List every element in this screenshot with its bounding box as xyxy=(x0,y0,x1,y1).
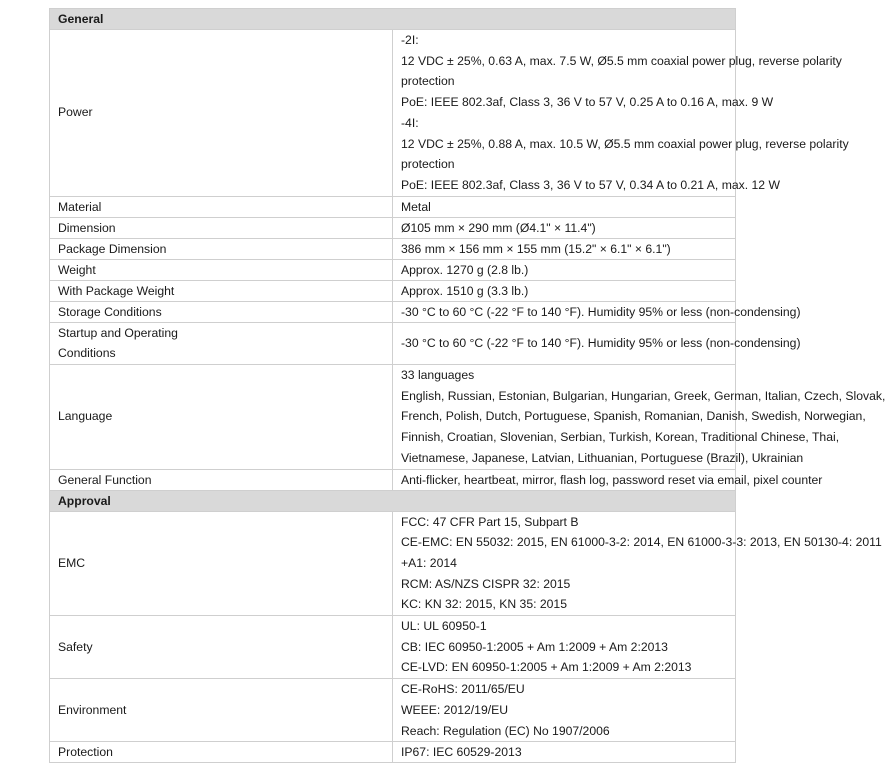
row-value xyxy=(393,742,736,763)
table-row xyxy=(50,679,736,742)
row-value xyxy=(393,217,736,238)
row-label xyxy=(50,301,393,322)
row-value-line: IP67: IEC 60529-2013 xyxy=(401,745,522,760)
row-value-line: -30 °C to 60 °C (-22 °F to 140 °F). Humidity 95% or less (non-condensing) xyxy=(401,335,801,350)
row-label-line: Startup and Operating xyxy=(58,325,178,340)
row-label-text: Environment xyxy=(58,702,127,717)
row-label xyxy=(50,196,393,217)
row-label-text: Safety xyxy=(58,639,93,654)
row-label-line: Conditions xyxy=(58,346,116,361)
row-label xyxy=(50,259,393,280)
row-label-text: General Function xyxy=(58,472,152,487)
row-label-text: Language xyxy=(58,409,113,424)
row-value xyxy=(393,365,885,470)
row-label xyxy=(50,365,393,470)
row-value xyxy=(393,301,801,322)
row-value-line: French, Polish, Dutch, Portuguese, Spanish, Romanian, Danish, Swedish, Norwegian, xyxy=(401,409,866,424)
row-label xyxy=(50,679,393,742)
row-value-line: protection xyxy=(401,157,455,172)
row-value-line: -30 °C to 60 °C (-22 °F to 140 °F). Humidity 95% or less (non-condensing) xyxy=(401,304,801,319)
row-label xyxy=(50,238,393,259)
row-value-line: CE-EMC: EN 55032: 2015, EN 61000-3-2: 2014, EN 61000-3-3: 2013, EN 50130-4: 2011 xyxy=(401,535,882,550)
row-value-line: 33 languages xyxy=(401,368,475,383)
row-value-line: 12 VDC ± 25%, 0.63 A, max. 7.5 W, Ø5.5 mm coaxial power plug, reverse polarity xyxy=(401,53,842,68)
row-value-line: CE-RoHS: 2011/65/EU xyxy=(401,682,525,697)
row-value-line: 386 mm × 156 mm × 155 mm (15.2" × 6.1" × 6.1") xyxy=(401,241,671,256)
row-value xyxy=(393,30,849,197)
row-value xyxy=(393,238,736,259)
table-row xyxy=(50,301,736,322)
row-label xyxy=(50,217,393,238)
table-row xyxy=(50,365,736,470)
row-label xyxy=(50,280,393,301)
row-value-line: Metal xyxy=(401,199,431,214)
table-row xyxy=(50,616,736,679)
table-row xyxy=(50,469,736,490)
row-value xyxy=(393,280,736,301)
row-label-text: Storage Conditions xyxy=(58,304,162,319)
row-label xyxy=(50,469,393,490)
row-label-text: Material xyxy=(58,199,102,214)
row-label-text: With Package Weight xyxy=(58,283,175,298)
row-value xyxy=(393,511,882,616)
spec-table xyxy=(49,8,885,763)
row-value xyxy=(393,679,736,742)
row-value-line: -4I: xyxy=(401,115,419,130)
row-value-line: Anti-flicker, heartbeat, mirror, flash log, password reset via email, pixel counter xyxy=(401,472,823,487)
row-value-line: RCM: AS/NZS CISPR 32: 2015 xyxy=(401,576,571,591)
row-value-line: English, Russian, Estonian, Bulgarian, Hungarian, Greek, German, Italian, Czech, Slovak, xyxy=(401,388,885,403)
row-value-line: WEEE: 2012/19/EU xyxy=(401,702,509,717)
section-title: General xyxy=(50,9,736,30)
section-header-approval xyxy=(50,490,736,511)
row-value-line: 12 VDC ± 25%, 0.88 A, max. 10.5 W, Ø5.5 mm coaxial power plug, reverse polarity xyxy=(401,136,849,151)
row-value-line: CB: IEC 60950-1:2005 + Am 1:2009 + Am 2:2013 xyxy=(401,639,668,654)
row-value xyxy=(393,469,823,490)
row-value-line: Approx. 1270 g (2.8 lb.) xyxy=(401,262,529,277)
row-label-text: Power xyxy=(58,105,93,120)
row-label xyxy=(50,616,393,679)
row-value xyxy=(393,322,801,364)
row-label-text: Dimension xyxy=(58,220,116,235)
row-value-line: Reach: Regulation (EC) No 1907/2006 xyxy=(401,723,610,738)
table-row xyxy=(50,742,736,763)
row-value-line: Ø105 mm × 290 mm (Ø4.1" × 11.4") xyxy=(401,220,596,235)
row-value-line: KC: KN 32: 2015, KN 35: 2015 xyxy=(401,597,567,612)
table-row xyxy=(50,280,736,301)
row-value xyxy=(393,259,736,280)
row-label-text: Protection xyxy=(58,745,113,760)
row-label-text: EMC xyxy=(58,555,86,570)
row-label xyxy=(50,322,393,364)
row-value xyxy=(393,616,736,679)
table-row xyxy=(50,511,736,616)
row-label-text: Weight xyxy=(58,262,96,277)
row-value-line: Vietnamese, Japanese, Latvian, Lithuanian, Portuguese (Brazil), Ukrainian xyxy=(401,450,804,465)
row-label-text: Package Dimension xyxy=(58,241,167,256)
row-label xyxy=(50,511,393,616)
table-row xyxy=(50,196,736,217)
row-value-line: PoE: IEEE 802.3af, Class 3, 36 V to 57 V, 0.25 A to 0.16 A, max. 9 W xyxy=(401,95,774,110)
section-title: Approval xyxy=(50,490,736,511)
row-value-line: Finnish, Croatian, Slovenian, Serbian, Turkish, Korean, Traditional Chinese, Thai, xyxy=(401,430,840,445)
row-value-line: UL: UL 60950-1 xyxy=(401,619,487,634)
table-row xyxy=(50,259,736,280)
row-value-line: Approx. 1510 g (3.3 lb.) xyxy=(401,283,529,298)
row-value-line: PoE: IEEE 802.3af, Class 3, 36 V to 57 V, 0.34 A to 0.21 A, max. 12 W xyxy=(401,177,780,192)
row-label xyxy=(50,30,393,197)
row-value-line: FCC: 47 CFR Part 15, Subpart B xyxy=(401,514,579,529)
table-row xyxy=(50,30,736,197)
spec-table-body xyxy=(50,9,885,763)
row-value-line: -2I: xyxy=(401,33,419,47)
section-header-general xyxy=(50,9,736,30)
table-row xyxy=(50,322,736,364)
table-row xyxy=(50,217,736,238)
row-label xyxy=(50,742,393,763)
row-value-line: +A1: 2014 xyxy=(401,555,457,570)
row-value-line: protection xyxy=(401,74,455,89)
row-value-line: CE-LVD: EN 60950-1:2005 + Am 1:2009 + Am 2:2013 xyxy=(401,660,692,675)
table-row xyxy=(50,238,736,259)
row-value xyxy=(393,196,736,217)
